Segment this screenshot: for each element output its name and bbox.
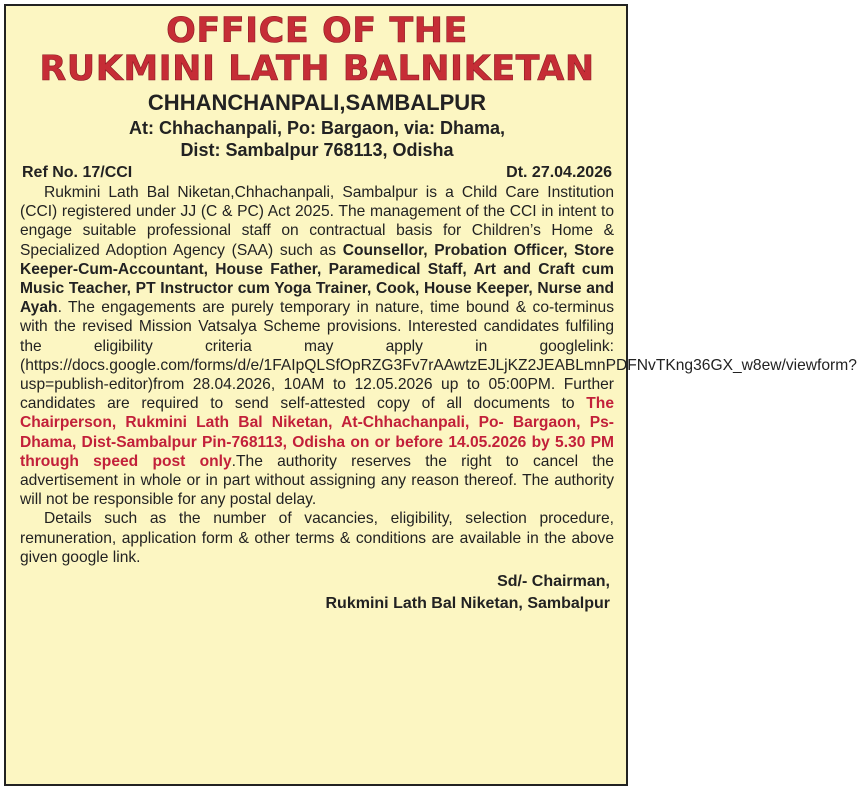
posts-list: Counsellor, Probation Officer, Store Keeper-Cum-Accountant, House Father, Paramedical Staff, Art and Craft cum Music Teacher, PT Instructor cum Yoga Trainer, Cook, House Keeper, Nurse and Ayah — [20, 241, 614, 317]
disclaimer-text: .The authority reserves the right to cancel the advertisement in whole or in part without assigning any reason thereof. The authority will not be responsible for any postal delay. — [20, 452, 614, 509]
signature-block — [20, 571, 614, 615]
advertisement-notice — [4, 4, 857, 786]
postal-address-highlight: The Chairperson, Rukmini Lath Bal Niketan, At-Chhachanpali, Po- Bargaon, Ps- Dhama, Dist-Sambalpur Pin-768113, Odisha on or before 14.05.2026 by 5.30 PM through speed post only — [20, 395, 614, 470]
notice-date: Dt. 27.04.2026 — [506, 164, 612, 181]
eligibility-text: . The engagements are purely temporary in nature, time bound & co-terminus with the revised Mission Vatsalya Scheme provisions. Interested candidates fulfiling the eligibility criteria may apply in googlelink:(https://docs.google.com/forms/d/e/1FAIpQLSfOpRZG3Fv7rAAwtzEJLjKZ2JEABLmnPDFNvTKng36GX_w8ew/viewform?usp=publish-editor)from 28.04.2026, 10AM to 12.05.2026 up to 05:00PM. Further candidates are required to send self-attested copy of all documents to — [20, 299, 857, 413]
body-paragraph-main — [20, 183, 857, 509]
address-line2: Dist: Sambalpur 768113, Odisha — [180, 140, 454, 160]
reference-number: Ref No. 17/CCI — [22, 164, 133, 181]
office-subtitle: CHHANCHANPALI,SAMBALPUR — [147, 90, 487, 115]
body-paragraph-details: Details such as the number of vacancies, eligibility, selection procedure, remuneration, application form & other terms & conditions are available in the above given google link. — [20, 510, 614, 566]
reference-row — [20, 163, 614, 183]
office-title-line2: RUKMINI LATH BALNIKETAN — [39, 49, 595, 89]
signature-organization: Rukmini Lath Bal Niketan, Sambalpur — [325, 595, 610, 613]
intro-text: Rukmini Lath Bal Niketan,Chhachanpali, Sambalpur is a Child Care Institution (CCI) registered under JJ (C & PC) Act 2025. The management of the CCI in intent to engage suitable professional staff on contractual basis for Children’s Home & Specialized Adoption Agency (SAA) such as — [20, 184, 614, 259]
office-title-line1: OFFICE OF THE — [166, 11, 468, 51]
header — [20, 12, 614, 161]
signature-title: Sd/- Chairman, — [497, 573, 610, 591]
address-line1: At: Chhachanpali, Po: Bargaon, via: Dhama, — [128, 118, 506, 138]
